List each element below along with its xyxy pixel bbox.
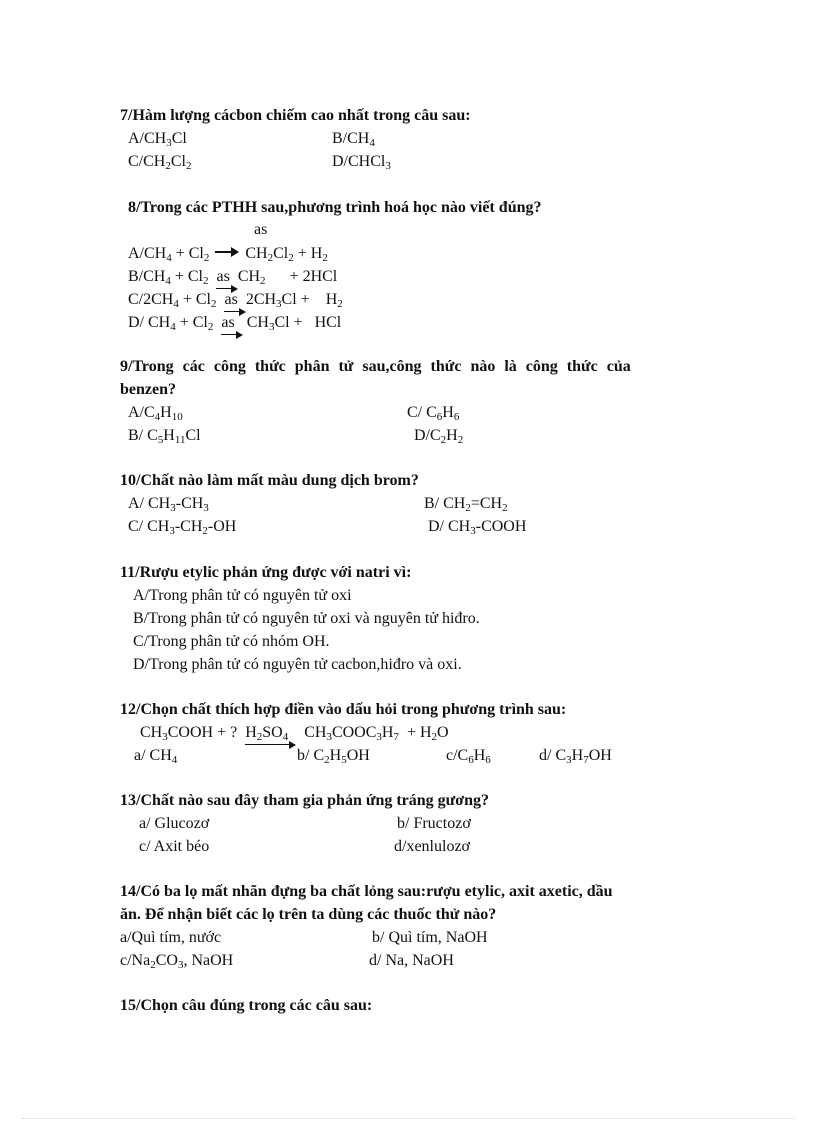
q8-option-b: $B/CH_4 + Cl_2$ as $CH_2$ + 2HCl: [128, 267, 337, 289]
q12-option-a: a/ $CH_4$: [134, 747, 178, 766]
q10-title: 10/Chất nào làm mất màu dung dịch brom?: [120, 472, 419, 489]
q13-option-c: c/ Axit béo: [139, 838, 210, 855]
q10-option-d: D/ $CH_3$-COOH: [428, 518, 527, 537]
q12-title: 12/Chọn chất thích hợp điền vào dấu hỏi trong phương trình sau:: [120, 701, 567, 718]
q13-option-d: d/xenlulozơ: [394, 838, 470, 855]
q7-option-b: $B/CH_4$: [332, 130, 375, 149]
q12-option-b: b/ $C_2H_5OH$: [297, 747, 370, 766]
q13-title: 13/Chất nào sau đây tham gia phản ứng tráng gương?: [120, 792, 490, 809]
q14-title-line1: 14/Có ba lọ mất nhãn đựng ba chất lỏng sau:rượu etylic, axit axetic, dầu: [120, 883, 613, 900]
q12-equation: $CH_3COOH$ + ? $H_2SO_4$ $CH_3COOC_3H_7 + H_2O$: [140, 723, 449, 745]
q7-option-c: $C/CH_2Cl_2$: [128, 153, 192, 172]
q9-title-line1: 9/Trong các công thức phân tử sau,công thức nào là công thức của: [120, 358, 631, 375]
q13-option-a: a/ Glucozơ: [139, 815, 210, 832]
reaction-arrow-icon: as: [216, 267, 229, 289]
q8-option-c: $C/2CH_4 + Cl_2$ as $2CH_3Cl$ + $H_2$: [128, 290, 343, 312]
q12-option-d: d/ $C_3H_7OH$: [539, 747, 612, 766]
reaction-arrow-icon: $H_2SO_4$: [245, 723, 288, 745]
q10-option-a: A/ $CH_3-CH_3$: [128, 495, 209, 514]
q9-option-c: C/ $C_6H_6$: [407, 404, 460, 423]
q14-title-line2: ăn. Để nhận biết các lọ trên ta dùng các thuốc thử nào?: [120, 906, 497, 923]
q11-option-b: B/Trong phân tử có nguyên tử oxi và nguyên tử hiđro.: [133, 610, 480, 627]
q14-option-d: d/ Na, NaOH: [369, 952, 454, 969]
q10-option-b: B/ $CH_2=CH_2$: [424, 495, 508, 514]
q11-option-c: C/Trong phân tử có nhóm OH.: [133, 633, 330, 650]
q8-title: 8/Trong các PTHH sau,phương trình hoá học nào viết đúng?: [128, 199, 542, 216]
q8-as-label: as: [254, 221, 268, 238]
q12-option-c: $c/C_6H_6$: [446, 747, 491, 766]
q7-title: 7/Hàm lượng cácbon chiếm cao nhất trong câu sau:: [120, 107, 471, 124]
q8-option-a: $A/CH_4 + Cl_2$ $CH_2Cl_2 + H_2$: [128, 245, 328, 264]
q10-option-c: C/ $CH_3-CH_2-OH$: [128, 518, 237, 537]
reaction-arrow-icon: [215, 247, 239, 257]
q7-option-a: $A/CH_3Cl$: [128, 130, 187, 149]
q7-option-d: D/CHCl$_3$: [332, 153, 391, 172]
q13-option-b: b/ Fructozơ: [397, 815, 471, 832]
q11-option-d: D/Trong phân tử có nguyên tử cacbon,hiđro và oxi.: [133, 656, 462, 673]
q9-option-b: B/ $C_5H_{11}Cl$: [128, 427, 201, 446]
q14-option-a: a/Quì tím, nước: [120, 929, 222, 946]
reaction-arrow-icon: as: [224, 290, 237, 312]
q14-option-c: $c/Na_2CO_3$, NaOH: [120, 952, 234, 971]
q9-title-line2: benzen?: [120, 381, 176, 398]
q14-option-b: b/ Quì tím, NaOH: [372, 929, 488, 946]
q8-option-d: D/ $CH_4 + Cl_2$ as $CH_3Cl$ + HCl: [128, 313, 341, 335]
q9-option-d: $D/C_2H_2$: [414, 427, 464, 446]
page-bottom-rule: [22, 1118, 794, 1119]
q11-option-a: A/Trong phân tử có nguyên tử oxi: [133, 587, 352, 604]
reaction-arrow-icon: as: [221, 313, 234, 335]
q9-option-a: $A/C_4H_{10}$: [128, 404, 183, 423]
q11-title: 11/Rượu etylic phản ứng được với natri vì:: [120, 564, 412, 581]
q15-title: 15/Chọn câu đúng trong các câu sau:: [120, 997, 373, 1014]
